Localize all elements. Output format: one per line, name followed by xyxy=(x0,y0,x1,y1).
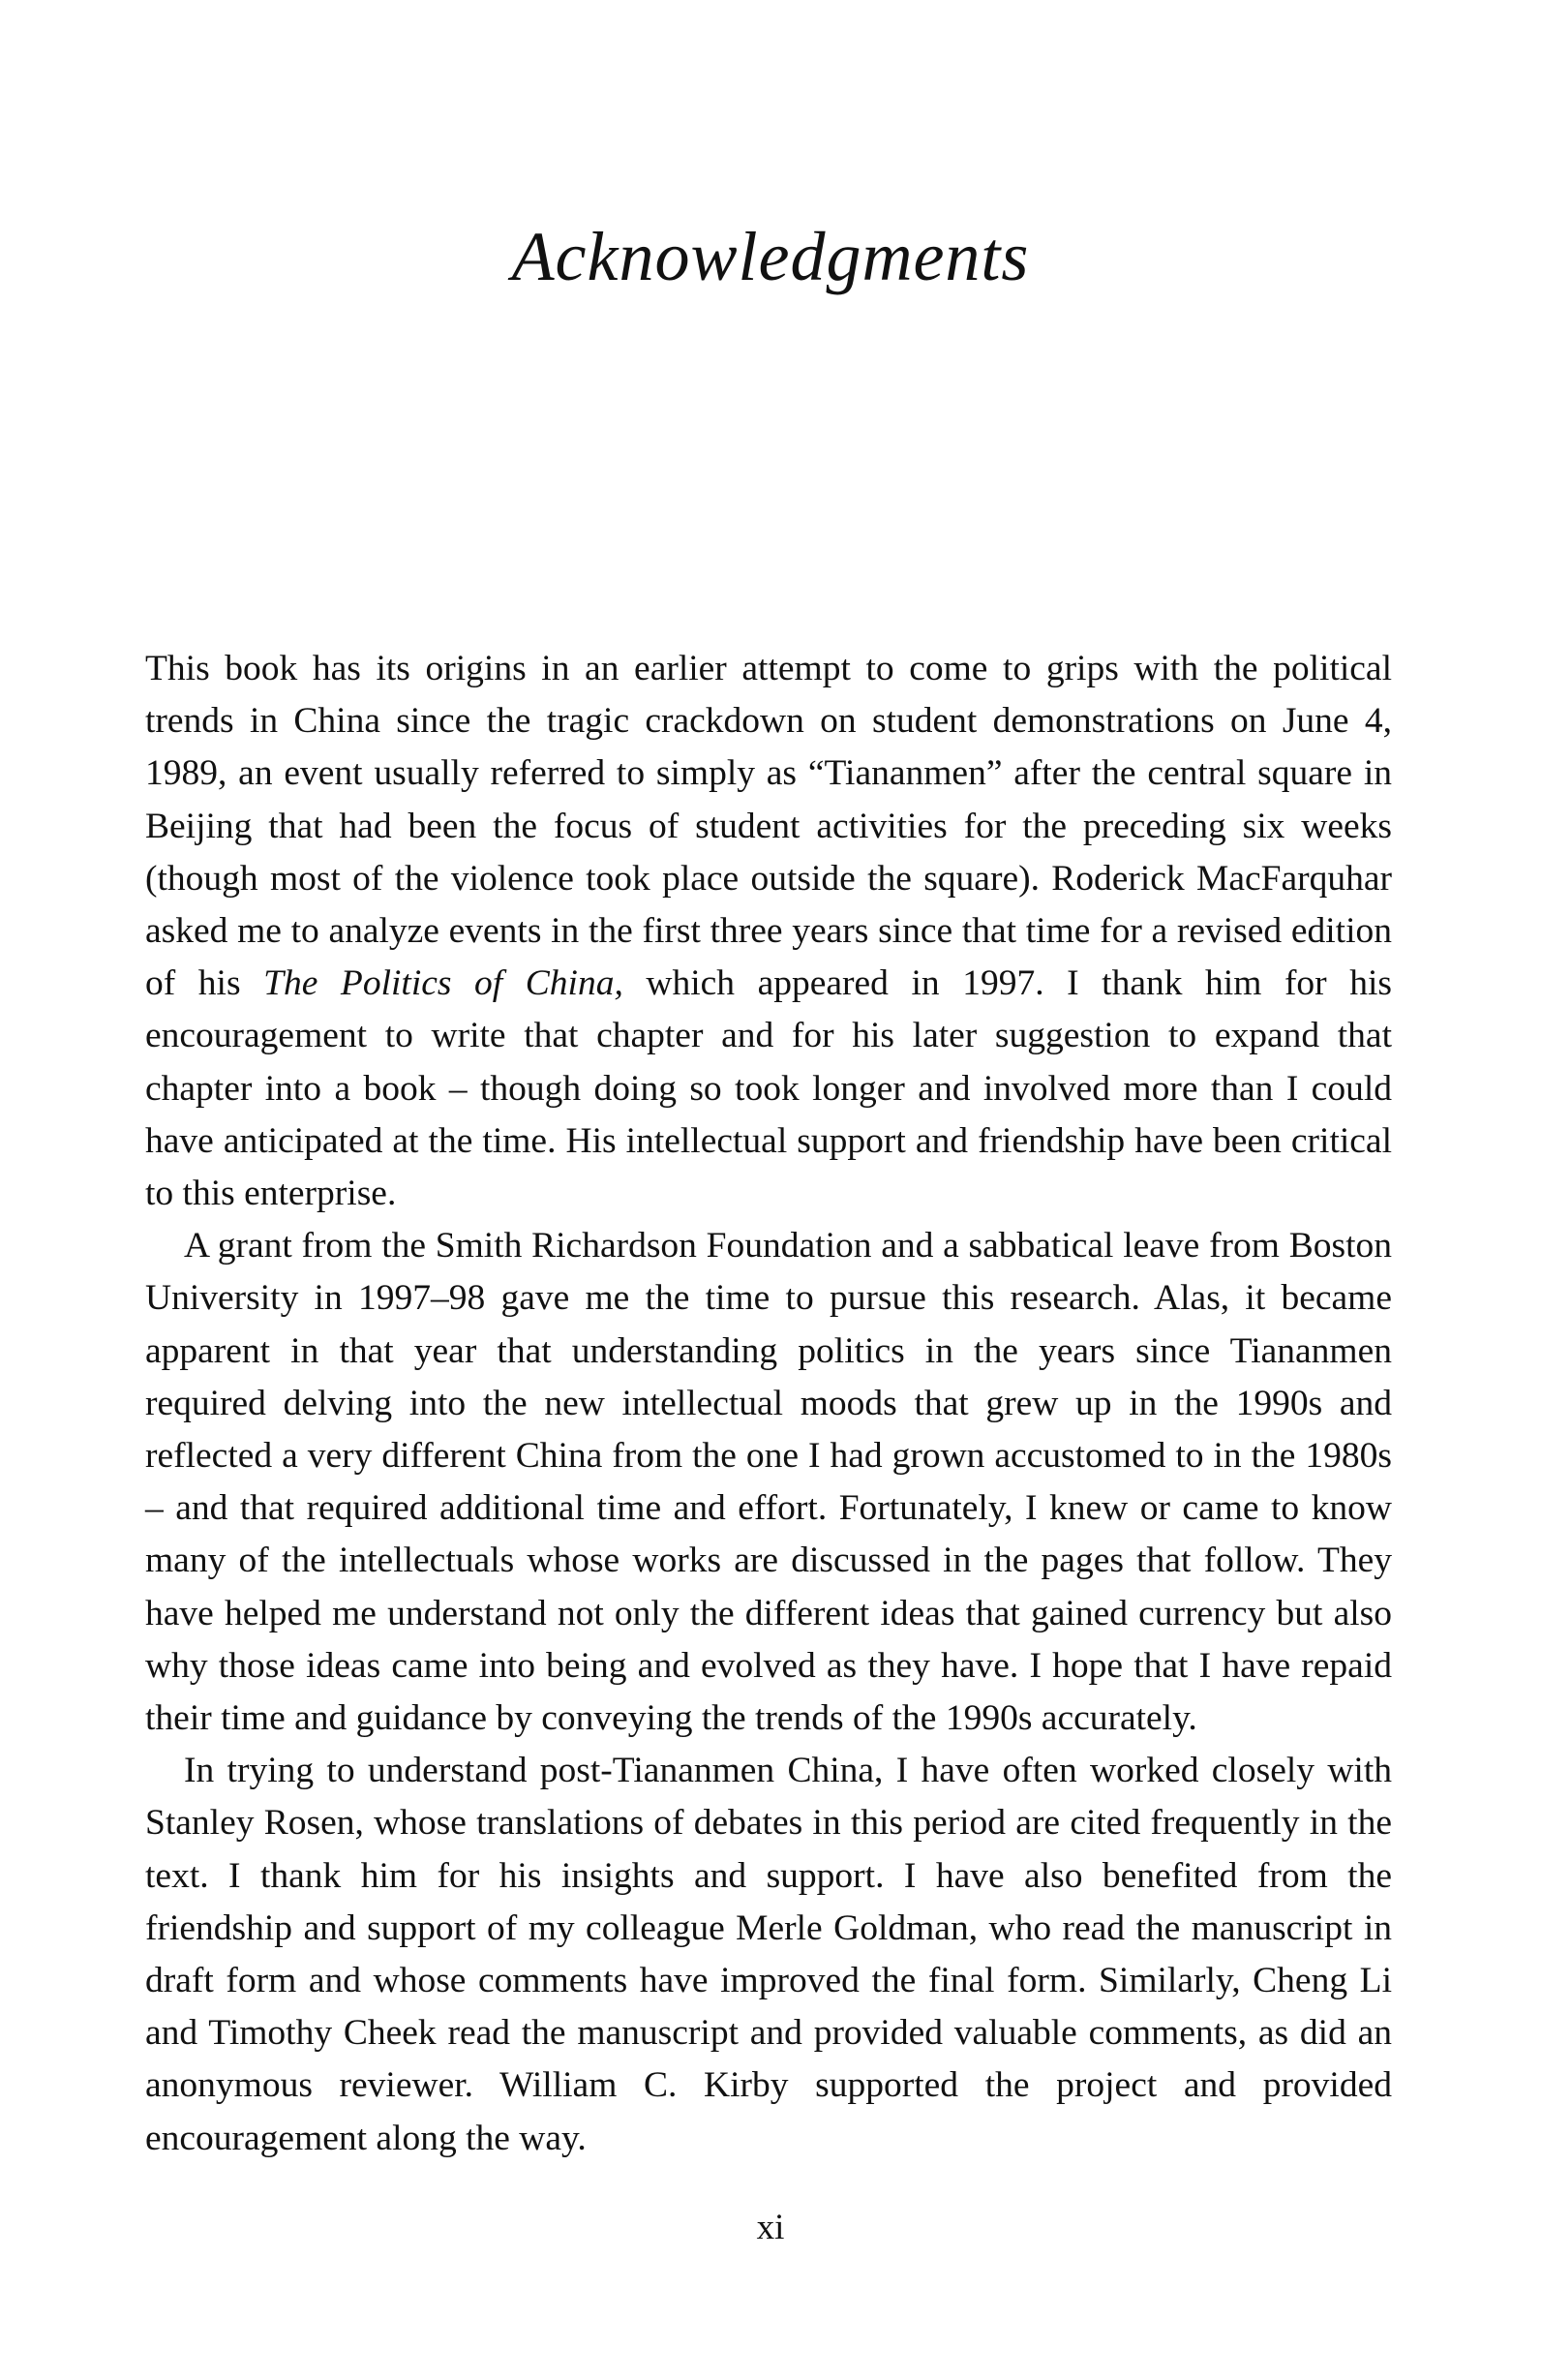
paragraph-3-text: In trying to understand post-Tiananmen China, I have often worked closely with Stanley Rosen, whose translations of debates in this period are cited frequently in the text. I thank him for his insights and support. I have also benefited from the friendship and support of my colleague Merle Goldman, who read the manuscript in draft form and whose comments have improved the final form. Similarly, Cheng Li and Timothy Cheek read the manuscript and provided valuable comments, as did an anonymous reviewer. William C. Kirby supported the project and provided encouragement along the way. xyxy=(145,1751,1392,2158)
paragraph-2-text: A grant from the Smith Richardson Foundation and a sabbatical leave from Boston University in 1997–98 gave me the time to pursue this research. Alas, it became apparent in that year that understanding politics in the years since Tiananmen required delving into the new intellectual moods that grew up in the 1990s and reflected a very different China from the one I had grown accustomed to in the 1980s – and that required additional time and effort. Fortunately, I knew or came to know many of the intellectuals whose works are discussed in the pages that follow. They have helped me understand not only the different ideas that gained currency but also why those ideas came into being and evolved as they have. I hope that I have repaid their time and guidance by conveying the trends of the 1990s accurately. xyxy=(145,1226,1392,1739)
book-title-italic: The Politics of China, xyxy=(263,963,623,1004)
paragraph-2 xyxy=(145,1220,1392,1745)
paragraph-1-text-b: which appeared in 1997. I thank him for his encouragement to write that chapter and for his later suggestion to expand that chapter into a book – though doing so took longer and involved more than I could have anticipated at the time. His intellectual support and friendship have been critical to this enterprise. xyxy=(145,963,1392,1214)
paragraph-1 xyxy=(145,643,1392,1220)
paragraph-3 xyxy=(145,1745,1392,2165)
body-text xyxy=(145,643,1392,2165)
paragraph-1-text-a: This book has its origins in an earlier attempt to come to grips with the political trends in China since the tragic crackdown on student demonstrations on June 4, 1989, an event usually referred to simply as “Tiananmen” after the central square in Beijing that had been the focus of student activities for the preceding six weeks (though most of the violence took place outside the square). Roderick MacFarquhar asked me to analyze events in the first three years since that time for a revised edition of his xyxy=(145,649,1392,1004)
page-number: xi xyxy=(756,2208,785,2247)
page-title: Acknowledgments xyxy=(511,218,1030,295)
